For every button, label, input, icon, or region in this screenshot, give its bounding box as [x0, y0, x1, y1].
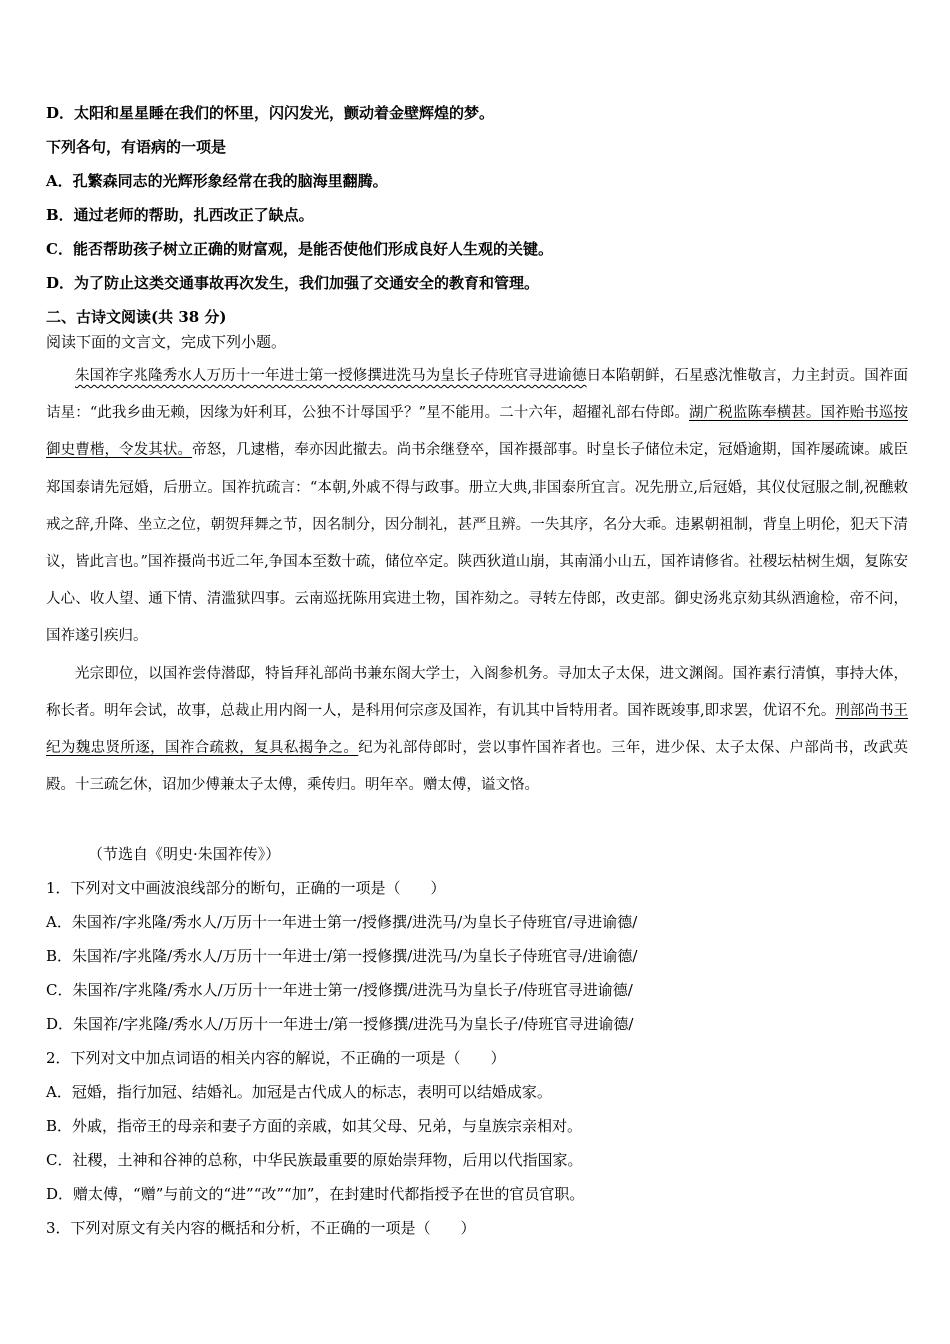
- passage-source: （节选自《明史·朱国祚传》）: [88, 845, 281, 863]
- question-3: 3．下列对原文有关内容的概括和分析，不正确的一项是（ ）: [46, 1219, 476, 1237]
- passage-paragraph-1: 朱国祚字兆隆秀水人万历十一年进士第一授修撰进洗马为皇长子侍班官寻进谕德日本陷朝鲜，石星惑沈惟敬言，力主封贡。国祚面诘星：“此我乡曲无赖，因缘为奸利耳，公独不计辱国乎？”星不能用。二十六年，超擢礼部右侍郎。湖广税监陈奉横甚。国祚贻书巡按御史曹楷，令发其状。帝怒，几逮楷，奉亦因此撤去。尚书余继登卒，国祚摄部事。时皇长子储位未定，冠婚逾期，国祚屡疏谏。戚臣郑国泰请先冠婚，后册立。国祚抗疏言：“本朝,外戚不得与政事。册立大典,非国泰所宜言。况先册立,后冠婚，其仪仗冠服之制,祝醮敕戒之辞,升降、坐立之位，朝贺拜舞之节，因名制分，因分制礼，甚严且辨。一失其序，名分大乖。违累朝祖制，背皇上明伦，犯天下清议，皆此言也。”国祚摄尚书近二年,争国本至数十疏，储位卒定。陕西狄道山崩，其南涌小山五，国祚请修省。社稷坛枯树生烟，复陈安人心、收人望、通下情、清滥狱四事。云南巡抚陈用宾进土物，国祚劾之。寻转左侍郎，改吏部。御史汤兆京劾其纵酒逾检，帝不问，国祚遂引疾归。: [46, 368, 908, 645]
- q1-option-d: D．朱国祚/字兆隆/秀水人/万历十一年进士/第一授修撰/进洗马为皇长子/侍班官寻进谕德/: [46, 1015, 634, 1033]
- q1-option-b: B．朱国祚/字兆隆/秀水人/万历十一年进士/第一授修撰/进洗马/为皇长子侍班官寻/进谕德/: [46, 947, 638, 965]
- underlined-sentence-1: 湖广税监陈奉横甚。国祚贻书巡按御史曹楷，令发其状。: [46, 405, 908, 459]
- option-b: B．通过老师的帮助，扎西改正了缺点。: [46, 206, 314, 224]
- q2-option-c: C．社稷，土神和谷神的总称，中华民族最重要的原始崇拜物，后用以代指国家。: [46, 1151, 583, 1169]
- wavy-underlined-segment: 朱国祚字兆隆秀水人万历十一年进士第一授修撰进洗马为皇长子侍班官寻进谕德: [75, 368, 587, 384]
- q2-option-a: A．冠婚，指行加冠、结婚礼。加冠是古代成人的标志，表明可以结婚成家。: [46, 1083, 552, 1101]
- section-instruction: 阅读下面的文言文，完成下列小题。: [46, 333, 287, 351]
- q1-option-c: C．朱国祚/字兆隆/秀水人/万历十一年进士第一/授修撰/进洗马为皇长子/侍班官寻进谕德/: [46, 981, 633, 999]
- option-d-previous: D．太阳和星星睡在我们的怀里，闪闪发光，颤动着金壁辉煌的梦。: [46, 104, 495, 122]
- passage-paragraph-2: 光宗即位，以国祚尝侍潜邸，特旨拜礼部尚书兼东阁大学士，入阁参机务。寻加太子太保，进文渊阁。国祚素行清慎，事持大体，称长者。明年会试，故事，总裁止用内阁一人，是科用何宗彦及国祚，有讥其中旨特用者。国祚既竣事,即求罢，优诏不允。刑部尚书王纪为魏忠贤所逐，国祚合疏救，复具私揭争之。纪为礼部侍郎时，尝以事忤国祚者也。三年，进少保、太子太保、户部尚书，改武英殿。十三疏乞休，诏加少傅兼太子太傅，乘传归。明年卒。赠太傅，谥文恪。: [46, 665, 909, 794]
- option-c: C．能否帮助孩子树立正确的财富观，是能否使他们形成良好人生观的关键。: [46, 240, 553, 258]
- q2-option-b: B．外戚，指帝王的母亲和妻子方面的亲戚，如其父母、兄弟，与皇族宗亲相对。: [46, 1117, 583, 1135]
- q1-option-a: A．朱国祚/字兆隆/秀水人/万历十一年进士第一/授修撰/进洗马/为皇长子侍班官/寻进谕德/: [46, 913, 638, 931]
- section-heading: 二、古诗文阅读(共 38 分): [46, 308, 227, 326]
- option-a: A．孔繁森同志的光辉形象经常在我的脑海里翻腾。: [46, 172, 388, 190]
- option-d: D．为了防止这类交通事故再次发生，我们加强了交通安全的教育和管理。: [46, 274, 540, 292]
- question-grammar-error: 下列各句，有语病的一项是: [46, 138, 227, 156]
- q2-option-d: D．赠太傅，“赠”与前文的“进”“改”“加”，在封建时代都指授予在世的官员官职。: [46, 1185, 585, 1203]
- underlined-sentence-2: 刑部尚书王纪为魏忠贤所逐，国祚合疏救，复具私揭争之。: [46, 702, 909, 757]
- question-1: 1．下列对文中画波浪线部分的断句，正确的一项是（ ）: [46, 879, 446, 897]
- question-2: 2．下列对文中加点词语的相关内容的解说，不正确的一项是（ ）: [46, 1049, 506, 1067]
- classical-passage: [46, 358, 908, 804]
